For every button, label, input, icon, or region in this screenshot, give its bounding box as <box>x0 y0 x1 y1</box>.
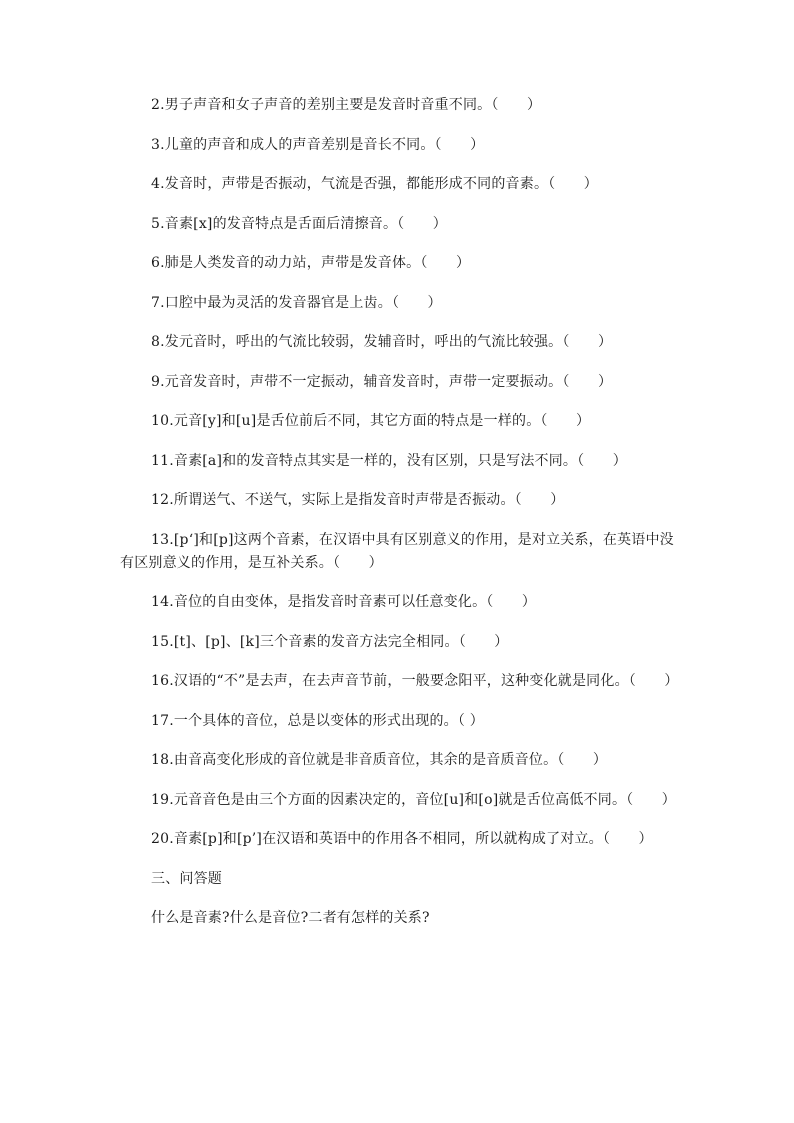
question-item-19: 19.元音音色是由三个方面的因素决定的，音位[u]和[o]就是舌位高低不同。（ ） <box>151 791 676 808</box>
question-item-14: 14.音位的自由变体，是指发音时音素可以任意变化。（ ） <box>151 594 537 610</box>
question-item-6: 6.肺是人类发音的动力站，声带是发音体。（ ） <box>151 255 471 271</box>
question-item-10: 10.元音[y]和[u]是舌位前后不同，其它方面的特点是一样的。（ ） <box>151 413 591 429</box>
question-item-4: 4.发音时，声带是否振动，气流是否强，都能形成不同的音素。（ ） <box>151 176 598 192</box>
question-item-7: 7.口腔中最为灵活的发音器官是上齿。（ ） <box>151 294 442 311</box>
question-item-3: 3.儿童的声音和成人的声音差别是音长不同。（ ） <box>151 136 485 153</box>
question-item-20: 20.音素[p]和[p’]在汉语和英语中的作用各不相同，所以就构成了对立。（ ） <box>151 831 653 847</box>
document-body <box>120 94 680 947</box>
question-item-5: 5.音素[x]的发音特点是舌面后清擦音。（ ） <box>151 215 447 232</box>
question-item-17: 17.一个具体的音位，总是以变体的形式出现的。（ ） <box>151 712 484 729</box>
question-item-8: 8.发元音时，呼出的气流比较弱，发辅音时，呼出的气流比较强。（ ） <box>151 334 613 350</box>
question-item-16: 16.汉语的“不”是去声，在去声音节前，一般要念阳平，这种变化就是同化。（ ） <box>151 673 679 689</box>
essay-question: 什么是音素?什么是音位?二者有怎样的关系? <box>151 910 430 926</box>
question-item-15: 15.[t]、[p]、[k]三个音素的发音方法完全相同。（ ） <box>151 633 509 650</box>
question-item-2: 2.男子声音和女子声音的差别主要是发音时音重不同。（ ） <box>151 97 542 113</box>
question-item-18: 18.由音高变化形成的音位就是非音质音位，其余的是音质音位。（ ） <box>151 752 608 768</box>
question-item-13: 13.[p‘]和[p]这两个音素，在汉语中具有区别意义的作用，是对立关系，在英语中没有区别意义的作用，是互补关系。（ ） <box>120 531 674 571</box>
question-item-12: 12.所谓送气、不送气，实际上是指发音时声带是否振动。（ ） <box>151 492 565 508</box>
question-item-11: 11.音素[a]和的发音特点其实是一样的，没有区别，只是写法不同。（ ） <box>151 452 627 469</box>
question-item-9: 9.元音发音时，声带不一定振动，辅音发音时，声带一定要振动。（ ） <box>151 373 613 390</box>
section-heading: 三、问答题 <box>151 870 222 887</box>
